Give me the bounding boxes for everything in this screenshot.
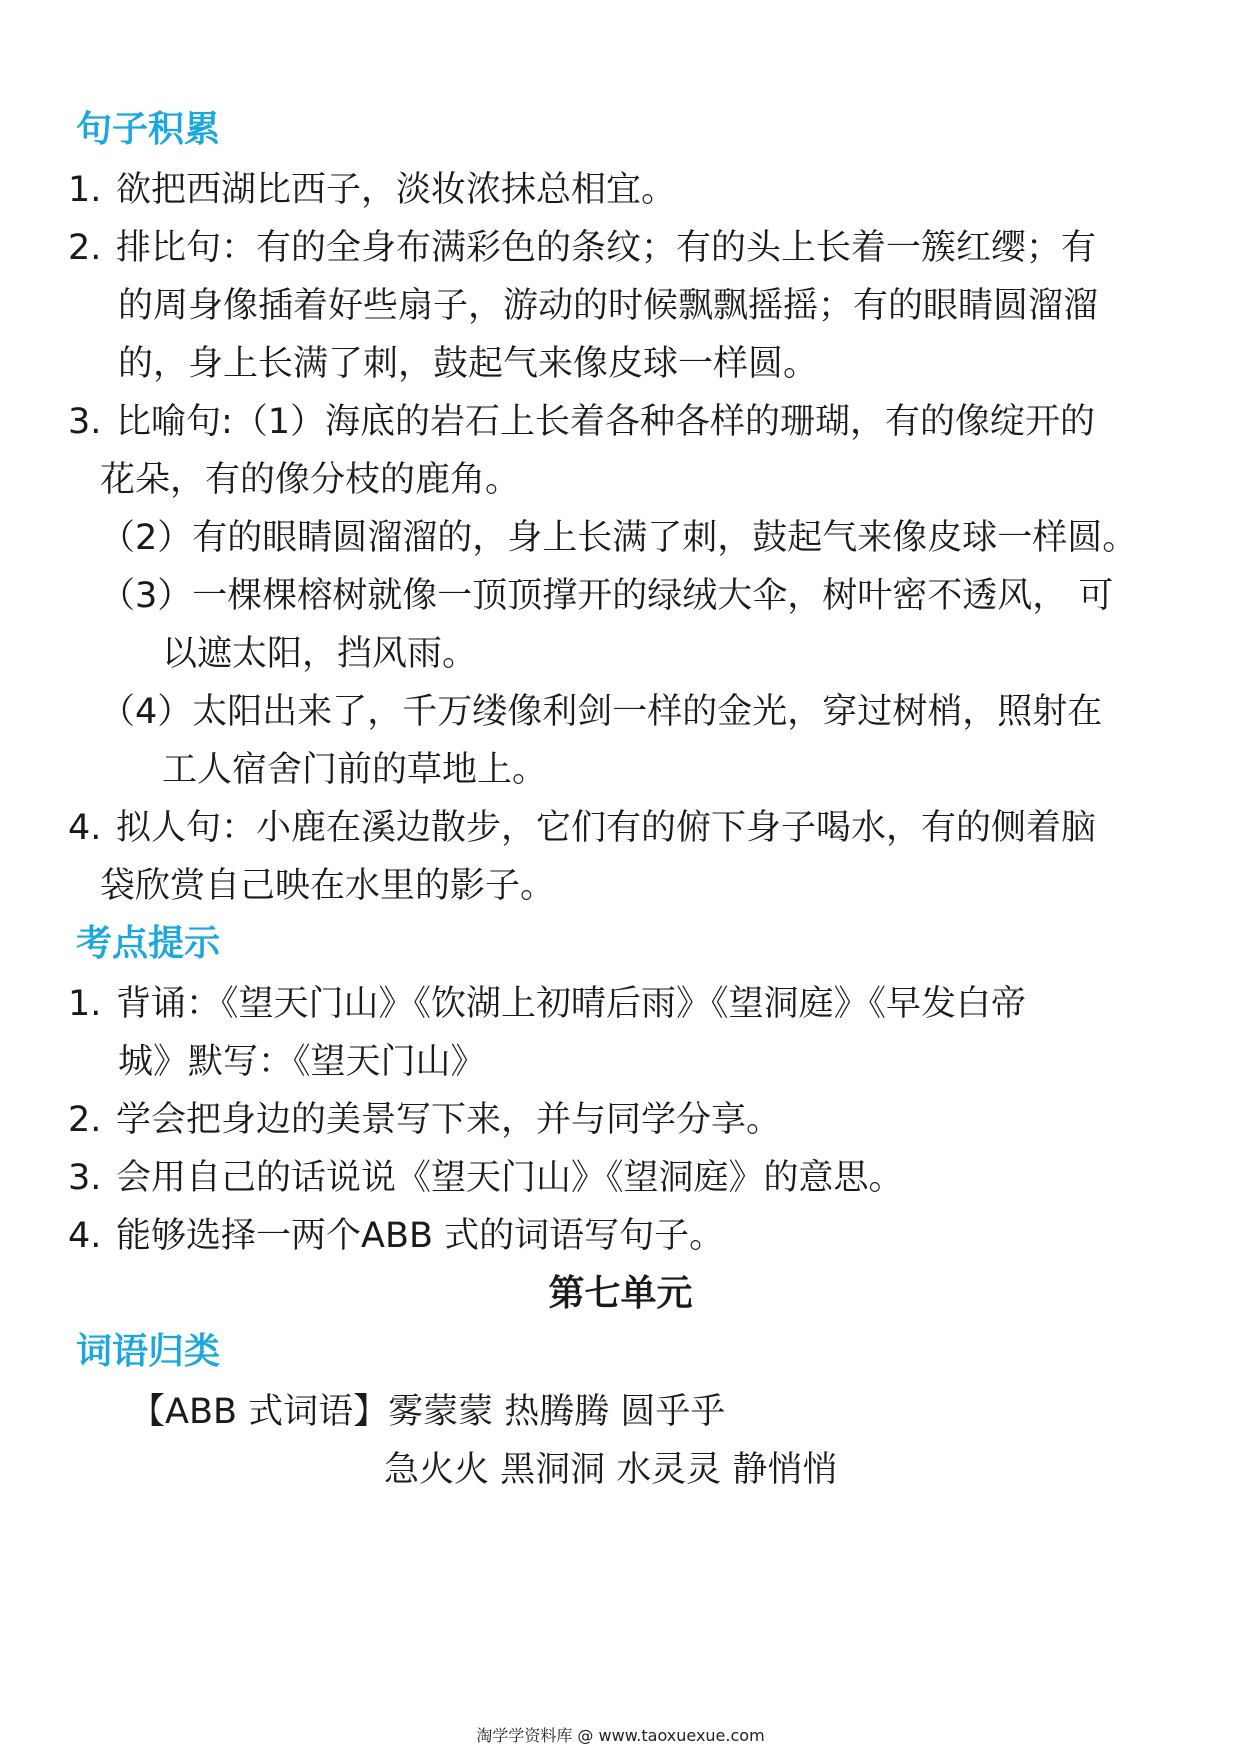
- section-heading-sentences: 句子积累: [76, 109, 221, 150]
- item-number: 4.: [68, 1216, 102, 1256]
- footer-watermark: 淘学学资料库 @ www.taoxuexue.com: [476, 1726, 765, 1745]
- sentence-item-3-sub-4-line-2: 工人宿舍门前的草地上。: [162, 750, 548, 790]
- item-text: 欲把西湖比西子，淡妆浓抹总相宜。: [116, 170, 677, 210]
- item-number: 2.: [68, 1100, 102, 1140]
- item-text: 拟人句：小鹿在溪边散步，它们有的俯下身子喝水，有的侧着脑: [116, 808, 1097, 848]
- item-number: 3.: [68, 402, 102, 442]
- sentence-item-3: [68, 400, 1095, 444]
- sentence-item-2-line-3: 的，身上长满了刺，鼓起气来像皮球一样圆。: [118, 344, 819, 384]
- item-number: 3.: [68, 1158, 102, 1198]
- sentence-item-2: [68, 226, 1096, 270]
- sentence-item-3-sub-3: （3）一棵棵榕树就像一顶顶撑开的绿绒大伞，树叶密不透风， 可: [100, 576, 1114, 616]
- word-group-line-2: 急火火 黑洞洞 水灵灵 静悄悄: [384, 1450, 838, 1490]
- sentence-item-3-sub-2: （2）有的眼睛圆溜溜的，身上长满了刺，鼓起气来像皮球一样圆。: [100, 518, 1138, 558]
- sentence-item-2-line-2: 的周身像插着好些扇子，游动的时候飘飘摇摇；有的眼睛圆溜溜: [118, 286, 1099, 326]
- sentence-item-3-sub-3-line-2: 以遮太阳，挡风雨。: [162, 634, 478, 674]
- item-number: 1.: [68, 170, 102, 210]
- tip-item-1: [68, 982, 1026, 1026]
- item-text: 背诵：《望天门山》《饮湖上初晴后雨》《望洞庭》《早发白帝: [116, 984, 1027, 1024]
- item-number: 4.: [68, 808, 102, 848]
- item-number: 1.: [68, 984, 102, 1024]
- sentence-item-3-line-2: 花朵，有的像分枝的鹿角。: [100, 460, 521, 500]
- section-heading-word-groups: 词语归类: [76, 1331, 221, 1372]
- tip-item-3: [68, 1156, 904, 1200]
- item-text: 会用自己的话说说《望天门山》《望洞庭》的意思。: [116, 1158, 904, 1198]
- word-group-line-1: 【ABB 式词语】雾蒙蒙 热腾腾 圆乎乎: [130, 1392, 726, 1432]
- item-text: 排比句：有的全身布满彩色的条纹；有的头上长着一簇红缨；有: [116, 228, 1097, 268]
- sentence-item-4: [68, 806, 1096, 850]
- tip-item-4: [68, 1214, 724, 1258]
- sentence-item-3-sub-4: （4）太阳出来了，千万缕像利剑一样的金光，穿过树梢，照射在: [100, 692, 1103, 732]
- unit-title: 第七单元: [548, 1273, 693, 1314]
- item-text: 比喻句:（1）海底的岩石上长着各种各样的珊瑚，有的像绽开的: [116, 402, 1096, 442]
- tip-item-2: [68, 1098, 781, 1142]
- section-heading-tips: 考点提示: [76, 923, 221, 964]
- item-number: 2.: [68, 228, 102, 268]
- sentence-item-4-line-2: 袋欣赏自己映在水里的影子。: [100, 866, 556, 906]
- tip-item-1-line-2: 城》默写：《望天门山》: [118, 1042, 486, 1082]
- sentence-item-1: [68, 168, 676, 212]
- item-text: 学会把身边的美景写下来，并与同学分享。: [116, 1100, 782, 1140]
- item-text: 能够选择一两个ABB 式的词语写句子。: [116, 1216, 725, 1256]
